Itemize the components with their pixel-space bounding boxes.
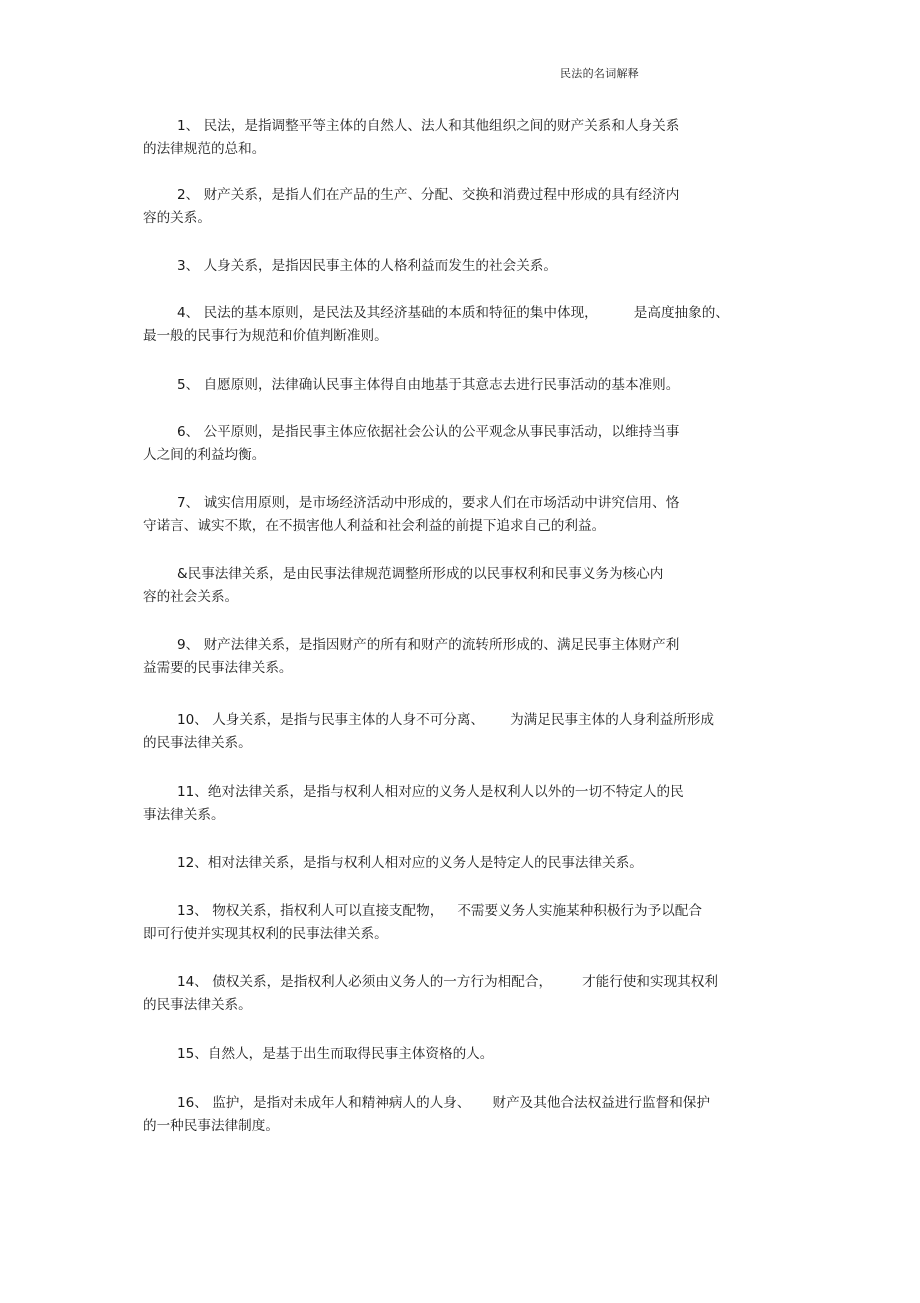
entry-line: 事法律关系。 <box>143 807 225 823</box>
entry-14 <box>143 971 773 1017</box>
entry-line: 6、 公平原则，是指民事主体应依据社会公认的公平观念从事民事活动，以维持当事 <box>177 424 680 440</box>
entry-line: 最一般的民事行为规范和价值判断准则。 <box>143 328 388 344</box>
entry-15 <box>143 1043 773 1066</box>
entry-12 <box>143 852 773 875</box>
entry-3 <box>143 255 773 278</box>
entry-line: &民事法律关系，是由民事法律规范调整所形成的以民事权利和民事义务为核心内 <box>177 566 664 582</box>
entry-9 <box>143 634 773 680</box>
entry-line: 守诺言、诚实不欺，在不损害他人利益和社会利益的前提下追求自己的利益。 <box>143 518 606 534</box>
entry-line <box>143 302 773 325</box>
entry-line: 的民事法律关系。 <box>143 735 252 751</box>
entry-line: 人之间的利益均衡。 <box>143 447 266 463</box>
entry-line: 益需要的民事法律关系。 <box>143 660 293 676</box>
entry-4 <box>143 302 773 348</box>
entry-10 <box>143 709 773 755</box>
entry-6 <box>143 421 773 467</box>
entry-line: 容的关系。 <box>143 210 211 226</box>
entry-line: 即可行使并实现其权利的民事法律关系。 <box>143 926 388 942</box>
entry-line-segment: 财产及其他合法权益进行监督和保护 <box>492 1095 710 1111</box>
entry-5 <box>143 374 773 397</box>
entry-line-segment: 13、 物权关系，指权利人可以直接支配物， <box>177 903 444 919</box>
entry-13 <box>143 900 773 946</box>
entry-line: 1、 民法，是指调整平等主体的自然人、法人和其他组织之间的财产关系和人身关系 <box>177 118 680 134</box>
entry-line: 15、自然人，是基于出生而取得民事主体资格的人。 <box>177 1046 494 1062</box>
entry-16 <box>143 1092 773 1138</box>
entry-7 <box>143 492 773 538</box>
entry-line: 12、相对法律关系，是指与权利人相对应的义务人是特定人的民事法律关系。 <box>177 855 643 871</box>
entry-line: 的法律规范的总和。 <box>143 141 266 157</box>
entry-line-segment: 才能行使和实现其权利 <box>582 974 718 990</box>
entry-line: 11、绝对法律关系，是指与权利人相对应的义务人是权利人以外的一切不特定人的民 <box>177 784 684 800</box>
entry-2 <box>143 184 773 230</box>
entry-line: 的民事法律关系。 <box>143 997 252 1013</box>
entry-line-segment: 10、 人身关系，是指与民事主体的人身不可分离、 <box>177 712 485 728</box>
entry-1 <box>143 115 773 161</box>
document-header: 民法的名词解释 <box>560 67 640 80</box>
entry-line: 3、 人身关系，是指因民事主体的人格利益而发生的社会关系。 <box>177 258 557 274</box>
entry-line-segment: 16、 监护，是指对未成年人和精神病人的人身、 <box>177 1095 471 1111</box>
entry-line <box>143 971 773 994</box>
entry-8 <box>143 563 773 609</box>
entry-line: 容的社会关系。 <box>143 589 239 605</box>
entry-line-segment: 不需要义务人实施某种积极行为予以配合 <box>457 903 702 919</box>
entry-line: 5、 自愿原则，法律确认民事主体得自由地基于其意志去进行民事活动的基本准则。 <box>177 377 680 393</box>
entry-line-segment: 为满足民事主体的人身利益所形成 <box>510 712 714 728</box>
entry-line-segment: 14、 债权关系，是指权利人必须由义务人的一方行为相配合， <box>177 974 553 990</box>
entry-line: 的一种民事法律制度。 <box>143 1118 279 1134</box>
entry-line: 2、 财产关系，是指人们在产品的生产、分配、交换和消费过程中形成的具有经济内 <box>177 187 680 203</box>
entry-line: 7、 诚实信用原则，是市场经济活动中形成的，要求人们在市场活动中讲究信用、恪 <box>177 495 680 511</box>
entry-line <box>143 1092 773 1115</box>
entry-line-segment: 4、 民法的基本原则，是民法及其经济基础的本质和特征的集中体现， <box>177 305 598 321</box>
entry-line <box>143 709 773 732</box>
entry-line <box>143 900 773 923</box>
entry-line-segment: 是高度抽象的、 <box>633 305 729 321</box>
entry-line: 9、 财产法律关系，是指因财产的所有和财产的流转所形成的、满足民事主体财产利 <box>177 637 680 653</box>
entry-11 <box>143 781 773 827</box>
